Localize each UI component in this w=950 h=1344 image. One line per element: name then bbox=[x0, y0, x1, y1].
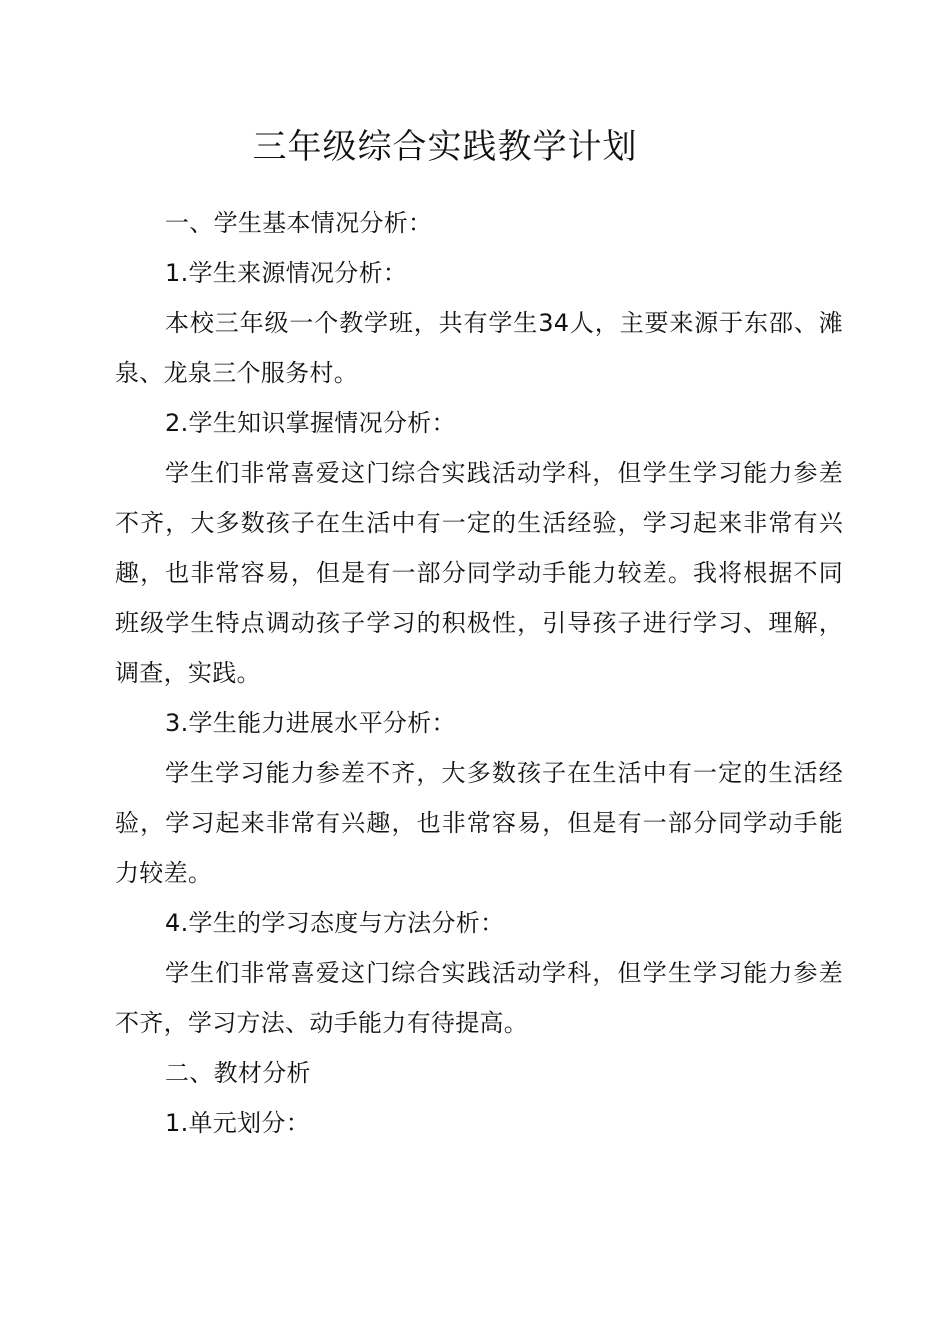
subheading-attitude-method: 4.学生的学习态度与方法分析： bbox=[165, 909, 505, 937]
paragraph-attitude-method: 学生们非常喜爱这门综合实践活动学科，但学生学习能力参差不齐，学习方法、动手能力有待提高。 bbox=[115, 959, 843, 1037]
section-heading-student-analysis: 一、学生基本情况分析： bbox=[165, 209, 433, 237]
paragraph-student-source: 本校三年级一个教学班，共有学生34人，主要来源于东邵、滩泉、龙泉三个服务村。 bbox=[115, 309, 843, 387]
section-heading-textbook-analysis: 二、教材分析 bbox=[165, 1059, 311, 1087]
paragraph-ability-level: 学生学习能力参差不齐，大多数孩子在生活中有一定的生活经验，学习起来非常有兴趣，也非常容易，但是有一部分同学动手能力较差。 bbox=[115, 759, 843, 887]
subheading-knowledge-mastery: 2.学生知识掌握情况分析： bbox=[165, 409, 456, 437]
document-title: 三年级综合实践教学计划 bbox=[252, 127, 638, 167]
subheading-unit-division: 1.单元划分： bbox=[165, 1109, 310, 1137]
subheading-student-source: 1.学生来源情况分析： bbox=[165, 259, 408, 287]
paragraph-knowledge-mastery: 学生们非常喜爱这门综合实践活动学科，但学生学习能力参差不齐，大多数孩子在生活中有一定的生活经验，学习起来非常有兴趣，也非常容易，但是有一部分同学动手能力较差。我将根据不同班级学生特点调动孩子学习的积极性，引导孩子进行学习、理解，调查，实践。 bbox=[115, 459, 843, 687]
document-body bbox=[115, 198, 843, 1148]
subheading-ability-level: 3.学生能力进展水平分析： bbox=[165, 709, 456, 737]
